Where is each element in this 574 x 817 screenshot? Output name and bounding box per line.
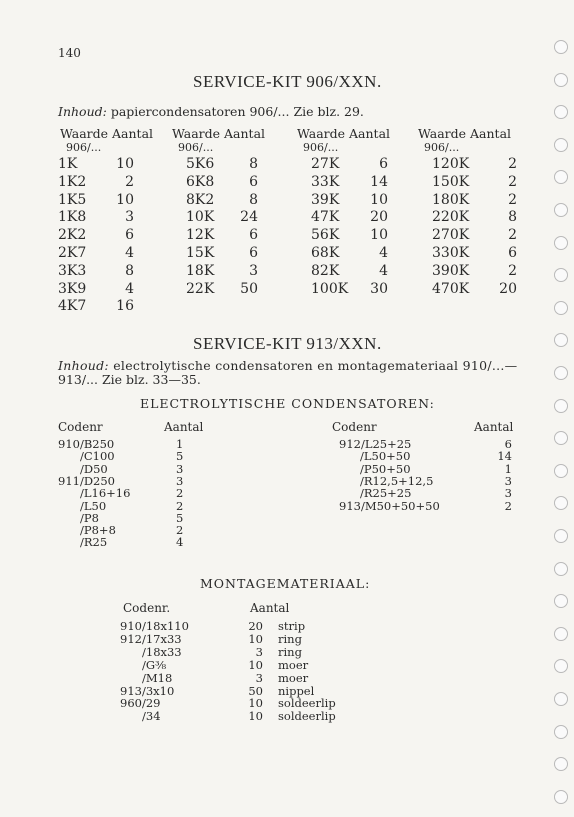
kit-906-waarde: 120K bbox=[432, 156, 470, 172]
elco-right-codenr: /R25+25 bbox=[360, 486, 412, 501]
header-sub: 906/... bbox=[66, 141, 102, 154]
binder-hole bbox=[554, 692, 568, 706]
montage-aantal: 3 bbox=[255, 670, 263, 685]
kit-906-waarde: 33K bbox=[311, 173, 340, 190]
kit-906-aantal: 4 bbox=[379, 262, 388, 279]
kit-906-aantal: 2 bbox=[508, 173, 517, 190]
elco-title: ELECTROLYTISCHE CONDENSATOREN: bbox=[140, 396, 435, 411]
elco-right-aantal: 3 bbox=[504, 486, 512, 501]
kit-906-aantal: 2 bbox=[508, 191, 517, 208]
montage-omschrijving: moer bbox=[278, 657, 309, 672]
kit-906-col-header bbox=[297, 127, 390, 155]
kit-906-waarde: 5K6 bbox=[186, 156, 215, 172]
montage-codenr: 960/29 bbox=[120, 696, 161, 711]
kit-906-aantal: 6 bbox=[249, 227, 258, 244]
elco-left-aantal: 1 bbox=[176, 437, 184, 451]
montage-omschrijving: soldeerlip bbox=[278, 709, 336, 724]
kit-906-aantal: 2 bbox=[508, 262, 517, 279]
montage-codenr: 913/3x10 bbox=[120, 683, 175, 698]
kit-906-aantal: 24 bbox=[240, 209, 258, 226]
kit-906-aantal: 8 bbox=[249, 191, 258, 208]
kit-906-waarde: 180K bbox=[432, 191, 470, 208]
elco-left-aantal: 5 bbox=[176, 510, 184, 525]
elco-left-codenr: /D50 bbox=[80, 461, 108, 476]
elco-left-codenr: /P8+8 bbox=[80, 523, 116, 538]
inhoud-text: papiercondensatoren 906/... Zie blz. 29. bbox=[110, 104, 364, 119]
binder-hole bbox=[554, 659, 568, 673]
kit-906-aantal: 10 bbox=[116, 156, 134, 172]
kit-906-waarde: 330K bbox=[432, 245, 470, 261]
elco-right-aantal: 1 bbox=[504, 461, 512, 476]
elco-right-aantal: 6 bbox=[504, 437, 512, 451]
header-waarde: Waarde bbox=[172, 126, 221, 141]
binder-hole bbox=[554, 203, 568, 217]
kit-906-waarde: 68K bbox=[311, 245, 340, 261]
kit-906-aantal: 16 bbox=[116, 298, 134, 315]
montage-aantal: 50 bbox=[248, 683, 263, 698]
montage-codenr: /M18 bbox=[142, 670, 173, 685]
montage-omschrijving: strip bbox=[278, 619, 306, 633]
montage-omschrijving: ring bbox=[278, 631, 302, 646]
elco-left-aantal: 5 bbox=[176, 449, 184, 464]
binder-hole bbox=[554, 496, 568, 510]
binder-hole bbox=[554, 725, 568, 739]
kit-906-aantal: 14 bbox=[370, 173, 388, 190]
binder-hole bbox=[554, 73, 568, 87]
montage-codenr-header: Codenr. bbox=[123, 601, 171, 615]
elco-left-codenr-header: Codenr bbox=[58, 420, 103, 434]
header-sub: 906/... bbox=[178, 141, 214, 154]
page-number: 140 bbox=[58, 46, 81, 60]
kit-906-waarde: 15K bbox=[186, 245, 215, 261]
montage-codenr: 912/17x33 bbox=[120, 631, 182, 646]
binder-hole bbox=[554, 594, 568, 608]
kit-906-col-header bbox=[172, 127, 265, 155]
kit-906-waarde: 39K bbox=[311, 191, 340, 208]
montage-title: MONTAGEMATERIAAL: bbox=[200, 576, 371, 591]
binder-hole bbox=[554, 236, 568, 250]
kit-906-waarde: 1K bbox=[58, 156, 78, 172]
binder-hole bbox=[554, 790, 568, 804]
elco-right-codenr: /R12,5+12,5 bbox=[360, 473, 434, 488]
kit-913-inhoud-line2: 913/... Zie blz. 33—35. bbox=[58, 372, 201, 387]
kit-906-waarde: 8K2 bbox=[186, 191, 215, 208]
kit-906-aantal: 20 bbox=[499, 280, 517, 297]
elco-right-aantal: 14 bbox=[497, 449, 512, 464]
montage-aantal: 10 bbox=[248, 709, 263, 724]
kit-906-waarde: 12K bbox=[186, 227, 215, 244]
kit-906-aantal: 4 bbox=[125, 245, 134, 261]
binder-hole bbox=[554, 627, 568, 641]
binder-hole bbox=[554, 431, 568, 445]
elco-left-codenr: /C100 bbox=[80, 449, 115, 464]
binder-hole bbox=[554, 562, 568, 576]
elco-right-codenr-header: Codenr bbox=[332, 420, 377, 434]
binder-hole bbox=[554, 268, 568, 282]
elco-left-aantal: 2 bbox=[176, 523, 184, 538]
kit-906-waarde: 47K bbox=[311, 209, 340, 226]
elco-right-codenr: /P50+50 bbox=[360, 461, 411, 476]
binder-hole bbox=[554, 333, 568, 347]
header-aantal: Aantal bbox=[470, 126, 512, 141]
kit-906-aantal: 20 bbox=[370, 209, 388, 226]
elco-right-aantal-header: Aantal bbox=[474, 420, 514, 434]
inhoud-label: Inhoud: bbox=[58, 358, 109, 373]
binder-hole bbox=[554, 399, 568, 413]
header-waarde: Waarde bbox=[418, 126, 467, 141]
binder-hole bbox=[554, 464, 568, 478]
kit-906-aantal: 6 bbox=[508, 245, 517, 261]
kit-906-waarde: 18K bbox=[186, 262, 215, 279]
kit-906-waarde: 470K bbox=[432, 280, 470, 297]
kit-906-aantal: 2 bbox=[125, 173, 134, 190]
elco-left-aantal: 2 bbox=[176, 486, 184, 501]
kit-906-waarde: 390K bbox=[432, 262, 470, 279]
kit-906-aantal: 2 bbox=[508, 227, 517, 244]
montage-aantal: 10 bbox=[248, 657, 263, 672]
kit-906-inhoud bbox=[58, 104, 364, 119]
kit-906-waarde: 3K9 bbox=[58, 280, 87, 297]
kit-906-waarde: 100K bbox=[311, 280, 349, 297]
header-sub: 906/... bbox=[303, 141, 339, 154]
kit-906-col-header bbox=[60, 127, 153, 155]
kit-906-aantal: 10 bbox=[370, 191, 388, 208]
binder-hole bbox=[554, 138, 568, 152]
kit-913-title: SERVICE-KIT 913/XXN. bbox=[193, 334, 382, 353]
montage-omschrijving: ring bbox=[278, 644, 302, 659]
montage-omschrijving: soldeerlip bbox=[278, 696, 336, 711]
elco-left-aantal: 4 bbox=[176, 535, 184, 550]
inhoud-text: electrolytische condensatoren en montagemateriaal 910/...— bbox=[113, 358, 518, 373]
kit-906-waarde: 220K bbox=[432, 209, 470, 226]
montage-codenr: /34 bbox=[142, 709, 161, 724]
montage-omschrijving: nippel bbox=[278, 683, 315, 698]
montage-codenr: /G⅜ bbox=[142, 657, 167, 672]
elco-left-codenr: /P8 bbox=[80, 510, 99, 525]
kit-906-aantal: 4 bbox=[379, 245, 388, 261]
kit-906-aantal: 6 bbox=[379, 156, 388, 172]
kit-906-aantal: 3 bbox=[125, 209, 134, 226]
kit-906-waarde: 10K bbox=[186, 209, 215, 226]
kit-913-inhoud-line1 bbox=[58, 358, 517, 373]
kit-906-aantal: 6 bbox=[249, 173, 258, 190]
montage-aantal: 10 bbox=[248, 631, 263, 646]
elco-right-aantal: 2 bbox=[504, 498, 512, 513]
kit-906-waarde: 1K8 bbox=[58, 209, 87, 226]
kit-906-aantal: 8 bbox=[125, 262, 134, 279]
kit-906-col-header bbox=[418, 127, 511, 155]
kit-906-aantal: 2 bbox=[508, 156, 517, 172]
montage-omschrijving: moer bbox=[278, 670, 309, 685]
kit-906-aantal: 4 bbox=[125, 280, 134, 297]
elco-left-codenr: /R25 bbox=[80, 535, 108, 550]
binder-hole bbox=[554, 105, 568, 119]
kit-906-aantal: 6 bbox=[249, 245, 258, 261]
binder-hole bbox=[554, 529, 568, 543]
kit-906-aantal: 10 bbox=[116, 191, 134, 208]
kit-906-waarde: 82K bbox=[311, 262, 340, 279]
binder-hole bbox=[554, 366, 568, 380]
kit-906-waarde: 22K bbox=[186, 280, 215, 297]
header-waarde: Waarde bbox=[60, 126, 109, 141]
kit-906-waarde: 1K5 bbox=[58, 191, 87, 208]
elco-left-codenr: 910/B250 bbox=[58, 437, 115, 451]
header-aantal: Aantal bbox=[349, 126, 391, 141]
kit-906-waarde: 2K7 bbox=[58, 245, 87, 261]
kit-906-waarde: 6K8 bbox=[186, 173, 215, 190]
binder-hole bbox=[554, 170, 568, 184]
binder-hole bbox=[554, 757, 568, 771]
header-sub: 906/... bbox=[424, 141, 460, 154]
montage-aantal-header: Aantal bbox=[250, 601, 290, 615]
kit-906-aantal: 10 bbox=[370, 227, 388, 244]
header-waarde: Waarde bbox=[297, 126, 346, 141]
elco-left-codenr: /L50 bbox=[80, 498, 107, 513]
kit-906-waarde: 27K bbox=[311, 156, 340, 172]
kit-906-aantal: 6 bbox=[125, 227, 134, 244]
kit-906-waarde: 3K3 bbox=[58, 262, 87, 279]
elco-left-aantal: 3 bbox=[176, 461, 184, 476]
elco-left-aantal-header: Aantal bbox=[164, 420, 204, 434]
elco-left-aantal: 3 bbox=[176, 473, 184, 488]
kit-906-aantal: 3 bbox=[249, 262, 258, 279]
kit-906-aantal: 30 bbox=[370, 280, 388, 297]
montage-codenr: /18x33 bbox=[142, 644, 182, 659]
kit-906-waarde: 270K bbox=[432, 227, 470, 244]
inhoud-label: Inhoud: bbox=[58, 104, 107, 119]
montage-aantal: 10 bbox=[248, 696, 263, 711]
binder-holes bbox=[550, 40, 568, 800]
elco-right-codenr: 912/L25+25 bbox=[339, 437, 412, 451]
binder-hole bbox=[554, 40, 568, 54]
header-aantal: Aantal bbox=[112, 126, 154, 141]
elco-left-codenr: /L16+16 bbox=[80, 486, 131, 501]
montage-aantal: 20 bbox=[248, 619, 263, 633]
kit-906-waarde: 56K bbox=[311, 227, 340, 244]
header-aantal: Aantal bbox=[224, 126, 266, 141]
kit-906-waarde: 2K2 bbox=[58, 227, 87, 244]
elco-right-aantal: 3 bbox=[504, 473, 512, 488]
elco-left-codenr: 911/D250 bbox=[58, 473, 115, 488]
kit-906-aantal: 50 bbox=[240, 280, 258, 297]
kit-906-aantal: 8 bbox=[508, 209, 517, 226]
kit-906-aantal: 8 bbox=[249, 156, 258, 172]
kit-906-waarde: 4K7 bbox=[58, 298, 87, 315]
kit-906-waarde: 150K bbox=[432, 173, 470, 190]
elco-right-codenr: 913/M50+50+50 bbox=[339, 498, 440, 513]
elco-left-aantal: 2 bbox=[176, 498, 184, 513]
montage-codenr: 910/18x110 bbox=[120, 619, 189, 633]
kit-906-waarde: 1K2 bbox=[58, 173, 87, 190]
montage-aantal: 3 bbox=[255, 644, 263, 659]
binder-hole bbox=[554, 301, 568, 315]
elco-right-codenr: /L50+50 bbox=[360, 449, 411, 464]
kit-906-title: SERVICE-KIT 906/XXN. bbox=[193, 72, 382, 91]
